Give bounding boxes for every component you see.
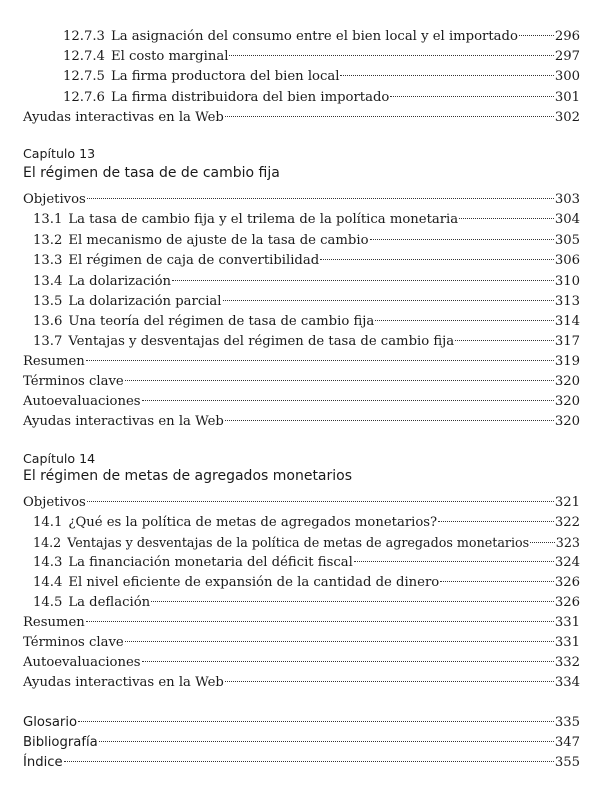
- dot-leader: [340, 75, 553, 76]
- toc-entry-14-3[interactable]: [33, 553, 580, 573]
- dot-leader: [229, 55, 553, 56]
- section-title: La dolarización: [68, 274, 172, 289]
- entry-title: Autoevaluaciones: [23, 394, 141, 409]
- page-number: 306: [554, 253, 580, 268]
- page-number: 331: [554, 635, 580, 650]
- dot-leader: [519, 35, 554, 36]
- section-number: 14.3: [33, 555, 63, 570]
- toc-entry-terminos-14[interactable]: [23, 633, 580, 653]
- section-number: 13.1: [33, 212, 63, 227]
- dot-leader: [86, 621, 554, 622]
- toc-entry-13-4[interactable]: [33, 272, 580, 292]
- dot-leader: [225, 420, 554, 421]
- page-number: 321: [554, 495, 580, 510]
- toc-entry-resumen-13[interactable]: [23, 352, 580, 372]
- entry-title: Ayudas interactivas en la Web: [23, 675, 224, 690]
- dot-leader: [125, 380, 554, 381]
- page-number: 313: [554, 294, 580, 309]
- section-title: ¿Qué es la política de metas de agregados monetarios?: [68, 515, 438, 530]
- dot-leader: [530, 542, 555, 543]
- chapter-14-label: Capítulo 14: [23, 451, 96, 466]
- page-number: 347: [554, 735, 580, 750]
- toc-entry-autoevaluaciones-13[interactable]: [23, 392, 580, 412]
- page-number: 305: [554, 233, 580, 248]
- chapter-13-label: Capítulo 13: [23, 146, 96, 161]
- page-number: 326: [554, 575, 580, 590]
- toc-entry-14-4[interactable]: [33, 573, 580, 593]
- entry-title: Resumen: [23, 615, 85, 630]
- toc-entry-14-1[interactable]: [33, 513, 580, 533]
- page-number: 314: [554, 314, 580, 329]
- page-number: 310: [554, 274, 580, 289]
- entry-title: Términos clave: [23, 374, 124, 389]
- section-number: 14.4: [33, 575, 63, 590]
- dot-leader: [390, 96, 554, 97]
- toc-entry-13-7[interactable]: [33, 332, 580, 352]
- page-number: 300: [554, 69, 580, 84]
- dot-leader: [87, 198, 554, 199]
- toc-entry-autoevaluaciones-14[interactable]: [23, 653, 580, 673]
- page-number: 324: [554, 555, 580, 570]
- section-title: La firma distribuidora del bien importado: [110, 90, 390, 105]
- section-number: 13.6: [33, 314, 63, 329]
- dot-leader: [438, 521, 554, 522]
- toc-entry-objetivos-13[interactable]: [23, 190, 580, 210]
- dot-leader: [142, 400, 554, 401]
- page-number: 331: [554, 615, 580, 630]
- page-number: 317: [554, 334, 580, 349]
- toc-entry-14-5[interactable]: [33, 593, 580, 613]
- entry-title: Glosario: [23, 715, 78, 730]
- toc-entry-ayudas-14[interactable]: [23, 673, 580, 693]
- dot-leader: [320, 259, 554, 260]
- dot-leader: [78, 721, 554, 722]
- dot-leader: [86, 360, 554, 361]
- toc-entry-12-7-5[interactable]: [63, 67, 580, 87]
- section-title: El nivel eficiente de expansión de la cantidad de dinero: [68, 575, 440, 590]
- section-title: Ventajas y desventajas de la política de metas de agregados monetarios: [67, 535, 530, 550]
- entry-title: Autoevaluaciones: [23, 655, 141, 670]
- chapter-13-title: El régimen de tasa de de cambio fija: [23, 165, 280, 181]
- section-title: La dolarización parcial: [68, 294, 222, 309]
- page-number: 326: [554, 595, 580, 610]
- toc-entry-resumen-14[interactable]: [23, 613, 580, 633]
- section-title: Ventajas y desventajas del régimen de tasa de cambio fija: [68, 334, 455, 349]
- section-number: 12.7.3: [63, 29, 105, 44]
- section-title: La deflación: [68, 595, 151, 610]
- toc-entry-ayudas-13[interactable]: [23, 412, 580, 432]
- page-number: 322: [554, 515, 580, 530]
- section-number: 14.2: [33, 535, 62, 550]
- entry-title: Bibliografía: [23, 735, 98, 750]
- page-number: 301: [554, 90, 580, 105]
- dot-leader: [375, 320, 554, 321]
- toc-entry-13-1[interactable]: [33, 210, 580, 230]
- entry-title: Términos clave: [23, 635, 124, 650]
- dot-leader: [354, 561, 554, 562]
- toc-entry-12-7-4[interactable]: [63, 47, 580, 67]
- section-number: 13.7: [33, 334, 63, 349]
- entry-title: Índice: [23, 755, 63, 770]
- entry-title: Resumen: [23, 354, 85, 369]
- toc-entry-12-7-6[interactable]: [63, 88, 580, 108]
- page-number: 323: [555, 535, 580, 550]
- dot-leader: [125, 641, 554, 642]
- section-title: El costo marginal: [110, 49, 229, 64]
- dot-leader: [225, 116, 554, 117]
- dot-leader: [64, 761, 554, 762]
- dot-leader: [223, 300, 554, 301]
- toc-entry-14-2[interactable]: [33, 533, 580, 553]
- dot-leader: [459, 218, 554, 219]
- section-title: La asignación del consumo entre el bien local y el importado: [110, 29, 518, 44]
- section-title: La firma productora del bien local: [110, 69, 340, 84]
- section-number: 13.5: [33, 294, 63, 309]
- page-number: 319: [554, 354, 580, 369]
- section-title: La financiación monetaria del déficit fiscal: [68, 555, 353, 570]
- toc-entry-13-6[interactable]: [33, 312, 580, 332]
- page-number: 335: [554, 715, 580, 730]
- section-title: El mecanismo de ajuste de la tasa de cambio: [68, 233, 369, 248]
- toc-entry-13-3[interactable]: [33, 251, 580, 271]
- page-number: 304: [554, 212, 580, 227]
- entry-title: Objetivos: [23, 192, 86, 207]
- section-number: 12.7.4: [63, 49, 105, 64]
- page-number: 320: [554, 374, 580, 389]
- dot-leader: [142, 661, 554, 662]
- toc-entry-13-5[interactable]: [33, 292, 580, 312]
- entry-title: Ayudas interactivas en la Web: [23, 414, 224, 429]
- chapter-14-title: El régimen de metas de agregados monetarios: [23, 468, 353, 484]
- section-title: Una teoría del régimen de tasa de cambio fija: [68, 314, 375, 329]
- page-number: 303: [554, 192, 580, 207]
- section-number: 14.1: [33, 515, 63, 530]
- page-number: 302: [554, 110, 580, 125]
- section-title: El régimen de caja de convertibilidad: [68, 253, 320, 268]
- dot-leader: [370, 239, 554, 240]
- toc-entry-glosario[interactable]: [23, 713, 580, 733]
- entry-title: Objetivos: [23, 495, 86, 510]
- section-number: 12.7.5: [63, 69, 105, 84]
- section-number: 13.4: [33, 274, 63, 289]
- page-number: 355: [554, 755, 580, 770]
- page-number: 320: [554, 394, 580, 409]
- entry-title: Ayudas interactivas en la Web: [23, 110, 224, 125]
- section-number: 14.5: [33, 595, 63, 610]
- page-number: 297: [554, 49, 580, 64]
- dot-leader: [87, 501, 554, 502]
- toc-entry-indice[interactable]: [23, 753, 580, 773]
- dot-leader: [172, 280, 554, 281]
- toc-entry-12-7-3[interactable]: [63, 27, 580, 47]
- page-number: 334: [554, 675, 580, 690]
- dot-leader: [99, 741, 554, 742]
- dot-leader: [225, 681, 554, 682]
- toc-entry-terminos-13[interactable]: [23, 372, 580, 392]
- section-number: 12.7.6: [63, 90, 105, 105]
- dot-leader: [455, 340, 554, 341]
- section-number: 13.3: [33, 253, 63, 268]
- page-number: 332: [554, 655, 580, 670]
- toc-entry-objetivos-14[interactable]: [23, 493, 580, 513]
- page-number: 320: [554, 414, 580, 429]
- dot-leader: [151, 601, 554, 602]
- toc-entry-13-2[interactable]: [33, 231, 580, 251]
- section-title: La tasa de cambio fija y el trilema de la política monetaria: [68, 212, 459, 227]
- toc-entry-ayudas-12[interactable]: [23, 108, 580, 128]
- dot-leader: [440, 581, 554, 582]
- section-number: 13.2: [33, 233, 63, 248]
- page-number: 296: [554, 29, 580, 44]
- toc-entry-bibliografia[interactable]: [23, 733, 580, 753]
